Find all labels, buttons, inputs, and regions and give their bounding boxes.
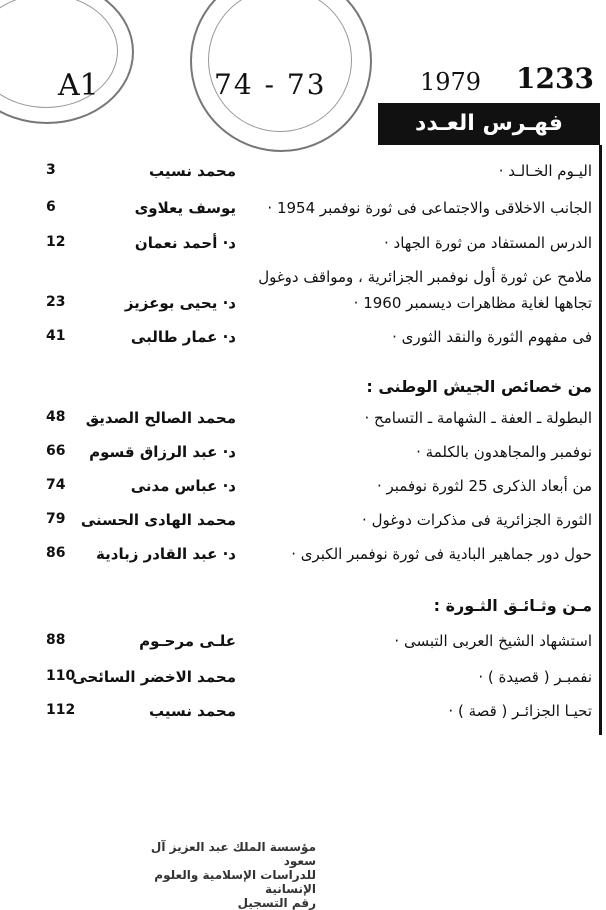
library-stamp-left	[0, 0, 134, 124]
toc-entry	[0, 632, 606, 658]
toc-entry	[0, 511, 606, 537]
entry-author: د· عمار طالبى	[130, 328, 236, 346]
entry-title: استشهاد الشيخ العربى التبسى ·	[394, 632, 592, 650]
toc-entry	[0, 294, 606, 320]
entry-author: د· عباس مدنى	[130, 477, 236, 495]
entry-page: 86	[46, 545, 66, 561]
entry-page: 110	[46, 668, 76, 684]
handwritten-code: A1	[58, 68, 99, 103]
entry-author: د· أحمد نعمان	[134, 234, 236, 252]
entry-title: الجانب الاخلاقى والاجتماعى فى ثورة نوفمبر 1954 ·	[267, 199, 592, 217]
toc-entry	[0, 443, 606, 469]
toc-entry	[0, 162, 606, 188]
entry-title: من أبعاد الذكرى 25 لثورة نوفمبر ·	[376, 477, 592, 495]
entry-page: 3	[46, 162, 56, 178]
entry-author: د· عبد القادر زبادية	[96, 545, 236, 563]
entry-title: فى مفهوم الثورة والنقد الثورى ·	[392, 328, 592, 346]
entry-author: محمد نسيب	[149, 702, 236, 720]
handwritten-number: 1233	[516, 62, 594, 95]
toc-entry	[0, 545, 606, 571]
entry-page: 6	[46, 199, 56, 215]
toc-entry	[0, 668, 606, 694]
section-heading: مـن وثـائـق الثـورة :	[433, 596, 592, 615]
entry-title: تحيـا الجزائـر ( قصة ) ·	[448, 702, 592, 720]
section-heading: من خصائص الجيش الوطنى :	[366, 377, 592, 396]
entry-page: 79	[46, 511, 66, 527]
entry-page: 112	[46, 702, 76, 718]
entry-page: 23	[46, 294, 66, 310]
entry-author: محمد الصالح الصديق	[85, 409, 236, 427]
entry-page: 12	[46, 234, 66, 250]
toc-entry	[0, 199, 606, 225]
entry-title: اليـوم الخـالـد ·	[498, 162, 592, 180]
handwritten-page-range: 74 - 73	[214, 68, 327, 101]
toc-header: فهـرس العـدد	[378, 103, 600, 145]
entry-author: محمد الاخضر السائحى	[72, 668, 236, 686]
handwritten-year: 1979	[420, 68, 482, 96]
entry-author: محمد الهادى الحسنى	[80, 511, 236, 529]
entry-page: 66	[46, 443, 66, 459]
stamp-line: للدراسات الإسلامية والعلوم الإنسانية	[154, 868, 316, 896]
entry-page: 41	[46, 328, 66, 344]
toc-entry	[0, 328, 606, 354]
entry-title: تجاهها لغاية مظاهرات ديسمبر 1960 ·	[353, 294, 592, 312]
entry-author: يوسف يعلاوى	[134, 199, 236, 217]
toc-entry	[0, 477, 606, 503]
entry-author: علـى مرحـوم	[139, 632, 236, 650]
stamp-line: مؤسسة الملك عبد العزيز آل سعود	[150, 840, 316, 868]
entry-title: ملامح عن ثورة أول نوفمبر الجزائرية ، ومواقف دوغول	[258, 268, 592, 286]
entry-title: الدرس المستفاد من ثورة الجهاد ·	[384, 234, 592, 252]
toc-entry	[0, 409, 606, 435]
toc-entry	[0, 268, 606, 294]
entry-author: د· عبد الرزاق قسوم	[89, 443, 236, 461]
entry-author: محمد نسيب	[149, 162, 236, 180]
entry-page: 48	[46, 409, 66, 425]
entry-title: حول دور جماهير البادية فى ثورة نوفمبر الكبرى ·	[291, 545, 592, 563]
entry-page: 88	[46, 632, 66, 648]
entry-page: 74	[46, 477, 66, 493]
entry-title: الثورة الجزائرية فى مذكرات دوغول ·	[362, 511, 592, 529]
entry-title: البطولة ـ العفة ـ الشهامة ـ التسامح ·	[364, 409, 592, 427]
stamp-line: رقم التسجيل	[237, 896, 316, 910]
toc-entry	[0, 702, 606, 728]
entry-title: نفمبـر ( قصيدة ) ·	[478, 668, 592, 686]
entry-title: نوفمبر والمجاهدون بالكلمة ·	[416, 443, 592, 461]
toc-entry	[0, 234, 606, 260]
entry-author: د· يحيى بوعزيز	[124, 294, 236, 312]
